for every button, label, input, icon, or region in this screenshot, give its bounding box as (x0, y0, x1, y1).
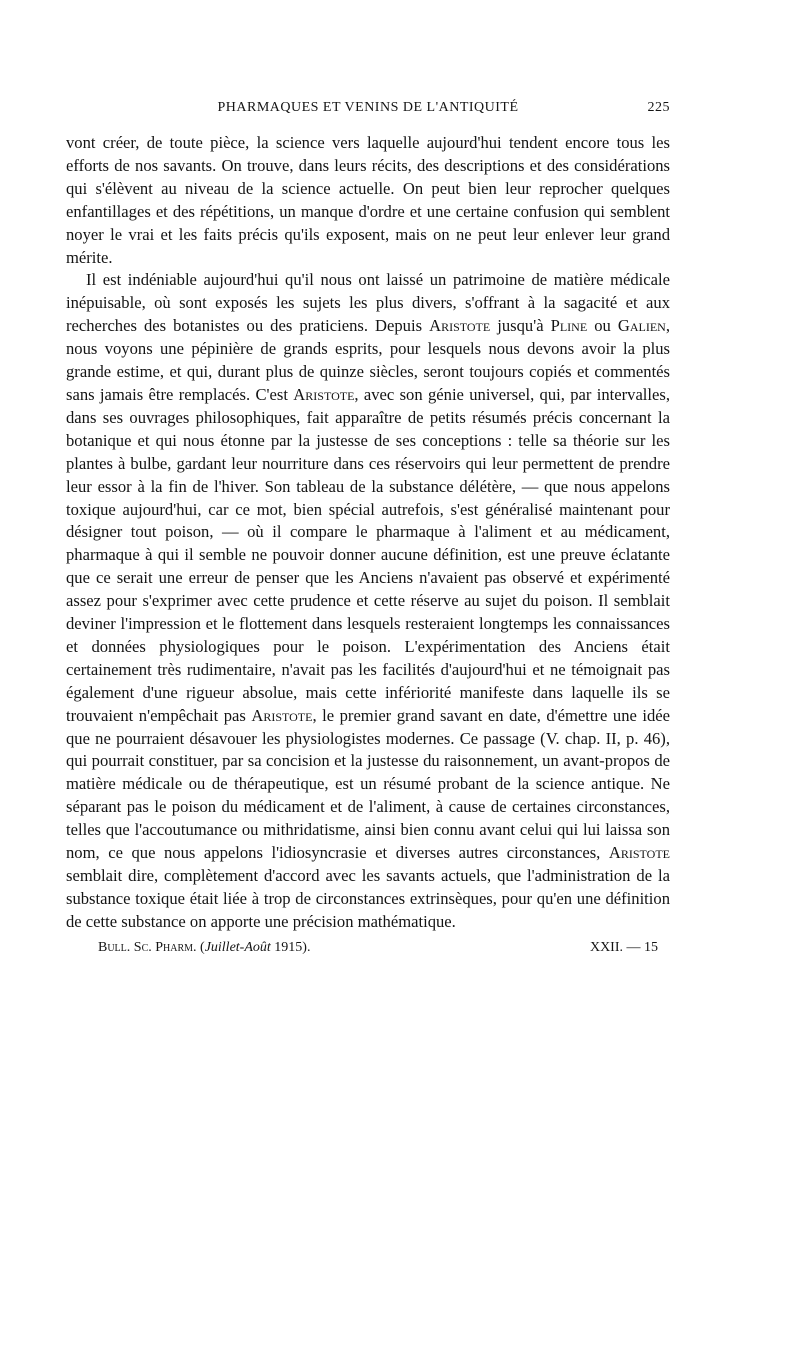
page-footer (66, 940, 670, 960)
author-name: Pline (550, 316, 588, 336)
author-name: Aristote (251, 705, 313, 725)
page (66, 100, 670, 960)
text-run: jusqu'à (490, 316, 551, 336)
signature-mark: XXII. — 15 (589, 939, 658, 955)
text-run: , le premier grand savant en date, d'émettre une idée que ne pourraient désavouer les physiologistes modernes. Ce passage (V. chap. II, p. 46), qui pourrait constituer, par sa concision et la justesse du raisonnement, un avant-propos de matière médicale ou de thérapeutique, est un résumé probant de la science antique. Ne séparant pas le poison du médicament et de l'aliment, à cause de certaines circonstances, telles que l'accoutumance ou mithridatisme, ainsi bien connu avant celui qui lui laissa son nom, ce que nous appelons l'idiosyncrasie et diverses autres circonstances, (66, 705, 670, 863)
body-text (66, 132, 670, 934)
author-name: Aristote (429, 316, 491, 336)
text-run: Il est indéniable aujourd'hui qu'il nous ont laissé un patrimoine de matière médicale inépuisable, où sont exposés les sujets les plus divers, s'offrant à la sagacité et aux recherches des botanistes ou des praticiens. Depuis (66, 270, 670, 336)
page-number: 225 (647, 100, 670, 115)
author-name: Aristote (608, 843, 670, 863)
running-title: PHARMAQUES ET VENINS DE L'ANTIQUITÉ (217, 100, 519, 115)
text-run: , nous voyons une pépinière de grands esprits, pour lesquels nous devons avoir la plus grande estime, et qui, durant plus de quinze siècles, seront toujours copiés et commentés sans jamais être remplacés. C'est (66, 316, 670, 404)
paragraph-1: vont créer, de toute pièce, la science vers laquelle aujourd'hui tendent encore tous les efforts de nos savants. On trouve, dans leurs récits, des descriptions et des considérations qui s'élèvent au niveau de la science actuelle. On peut bien leur reprocher quelques enfantillages et des répétitions, un manque d'ordre et une certaine confusion qui semblent noyer le vrai et les faits précis qu'ils exposent, mais on ne peut leur enlever leur grand mérite. (66, 133, 670, 267)
issue-date: Juillet-Août (204, 939, 271, 955)
text-run: ou (587, 316, 618, 336)
journal-citation (98, 940, 310, 956)
author-name: Galien (617, 316, 666, 336)
issue-year: 1915). (270, 939, 311, 955)
text-run: semblait dire, complètement d'accord avec les savants actuels, que l'administration de la substance toxique était liée à trop de circonstances extrinsèques, pour qu'en une définition de cette substance on apporte une précision mathématique. (66, 866, 670, 931)
page-header (66, 100, 670, 122)
author-name: Aristote (293, 384, 355, 404)
text-run: , avec son génie universel, qui, par intervalles, dans ses ouvrages philosophiques, fait apparaître de petits résumés précis concernant la botanique et qui nous étonne par la justesse de ses conceptions : telle sa théorie sur les plantes à bulbe, gardant leur nourriture dans ces réservoirs qui leur permettent de prendre leur essor à la fin de l'hiver. Son tableau de la substance délétère, — que nous appelons toxique aujourd'hui, car ce mot, bien spécial autrefois, s'est généralisé maintenant pour désigner tout poison, — où il compare le pharmaque à l'aliment et au médicament, pharmaque à qui il semble ne pouvoir donner aucune définition, est une preuve éclatante que ce serait une erreur de penser que les Anciens n'avaient pas observé et expérimenté assez pour s'exprimer avec cette prudence et cette réserve au sujet du poison. Il semblait deviner l'impression et le flottement dans lesquels resteraient longtemps les connaissances et données physiologiques pour le poison. L'expérimentation des Anciens était certainement très rudimentaire, n'avait pas les facilités d'aujourd'hui et ne témoignait pas également d'une rigueur absolue, mais cette infériorité manifeste dans laquelle ils se trouvaient n'empêchait pas (66, 384, 670, 725)
journal-name: Bull. Sc. Pharm. ( (98, 939, 205, 955)
paragraph-2 (66, 269, 670, 933)
